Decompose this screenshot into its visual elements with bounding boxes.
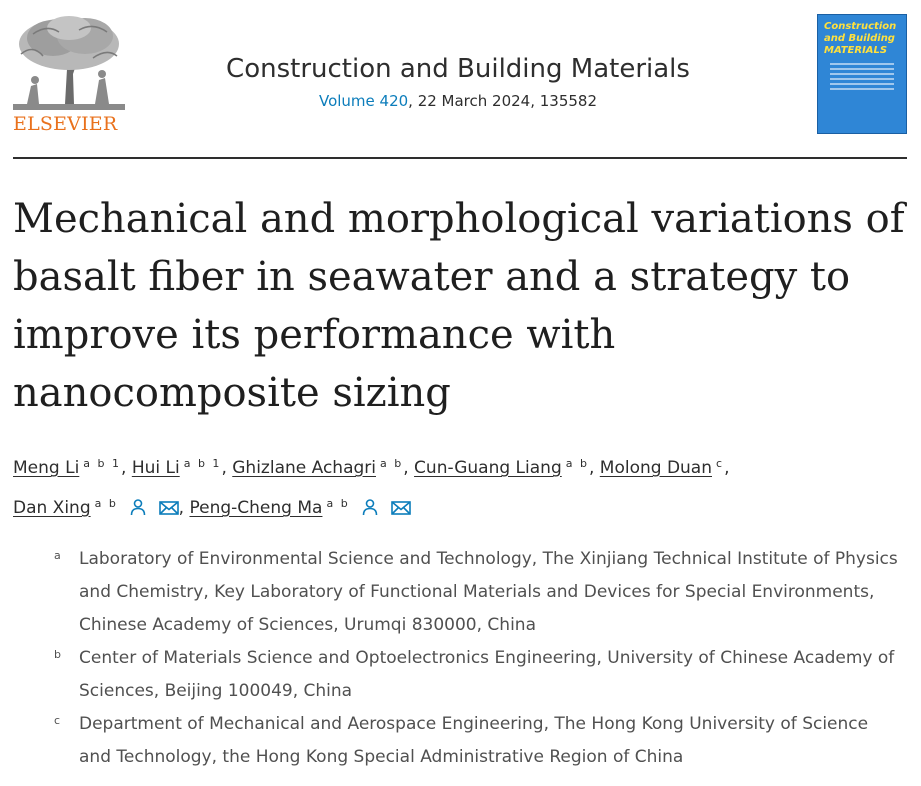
affiliation-label: a <box>54 549 61 562</box>
author-separator: , <box>403 458 415 478</box>
affiliation-item <box>54 642 904 708</box>
article-title: Mechanical and morphological variations of basalt fiber in seawater and a strategy to improve its performance with nanocomposite sizing <box>13 196 905 416</box>
author-name: Cun-Guang Liang <box>414 458 562 478</box>
author-affiliation-marks: c <box>716 457 725 470</box>
journal-title-link[interactable]: Construction and Building Materials <box>226 54 690 84</box>
author-name: Meng Li <box>13 458 80 478</box>
cover-decoration <box>830 63 894 93</box>
author-separator: , <box>588 458 600 478</box>
elsevier-logo[interactable] <box>13 14 125 136</box>
author-separator: , <box>221 458 233 478</box>
author-separator: , <box>724 458 730 478</box>
affiliation-text: Department of Mechanical and Aerospace Engineering, The Hong Kong University of Science and Technology, the Hong Kong Special Administrative Region of China <box>79 714 869 767</box>
author-name: Ghizlane Achagri <box>232 458 376 478</box>
author-link[interactable] <box>13 458 121 478</box>
author-link[interactable] <box>189 498 349 518</box>
cover-title: Construction and Building MATERIALS <box>824 21 897 56</box>
volume-link[interactable]: Volume 420 <box>318 92 409 110</box>
mail-icon[interactable] <box>391 500 411 516</box>
author-list <box>13 446 907 526</box>
elsevier-wordmark: ELSEVIER <box>13 113 118 135</box>
affiliation-item <box>54 543 904 642</box>
author-separator: , <box>121 458 132 478</box>
author-name: Dan Xing <box>13 498 91 518</box>
author-name: Molong Duan <box>599 458 712 478</box>
affiliation-label: b <box>54 648 61 661</box>
article-header <box>13 14 907 160</box>
author-link[interactable] <box>232 458 403 478</box>
author-name: Hui Li <box>131 458 180 478</box>
affiliation-item <box>54 708 904 774</box>
issue-date-article-number: , 22 March 2024, 135582 <box>408 92 598 110</box>
affiliation-label: c <box>54 714 61 727</box>
mail-icon[interactable] <box>159 500 179 516</box>
journal-cover-image[interactable] <box>817 14 907 134</box>
author-affiliation-marks: a b <box>326 497 350 510</box>
person-icon[interactable] <box>129 498 147 516</box>
author-link[interactable] <box>13 498 118 518</box>
author-name: Peng-Cheng Ma <box>189 498 323 518</box>
header-divider <box>13 157 907 159</box>
author-link[interactable] <box>132 458 222 478</box>
author-separator: , <box>178 498 190 518</box>
author-affiliation-marks: a b <box>380 457 404 470</box>
author-affiliation-marks: a b 1 <box>183 457 222 470</box>
issue-line <box>163 92 753 110</box>
affiliation-text: Laboratory of Environmental Science and Technology, The Xinjiang Technical Institute of Physics and Chemistry, Key Laboratory of Functional Materials and Devices for Special Environments, Chinese Academy of Sciences, Urumqi 830000, China <box>79 549 898 635</box>
affiliation-text: Center of Materials Science and Optoelectronics Engineering, University of Chinese Academy of Sciences, Beijing 100049, China <box>79 648 895 701</box>
person-icon[interactable] <box>361 498 379 516</box>
author-affiliation-marks: a b <box>565 457 589 470</box>
author-affiliation-marks: a b 1 <box>83 457 122 470</box>
elsevier-tree-icon <box>13 14 125 112</box>
affiliation-list <box>54 543 904 774</box>
author-link[interactable] <box>600 458 724 478</box>
author-affiliation-marks: a b <box>94 497 118 510</box>
journal-info <box>163 54 753 110</box>
author-link[interactable] <box>414 458 589 478</box>
